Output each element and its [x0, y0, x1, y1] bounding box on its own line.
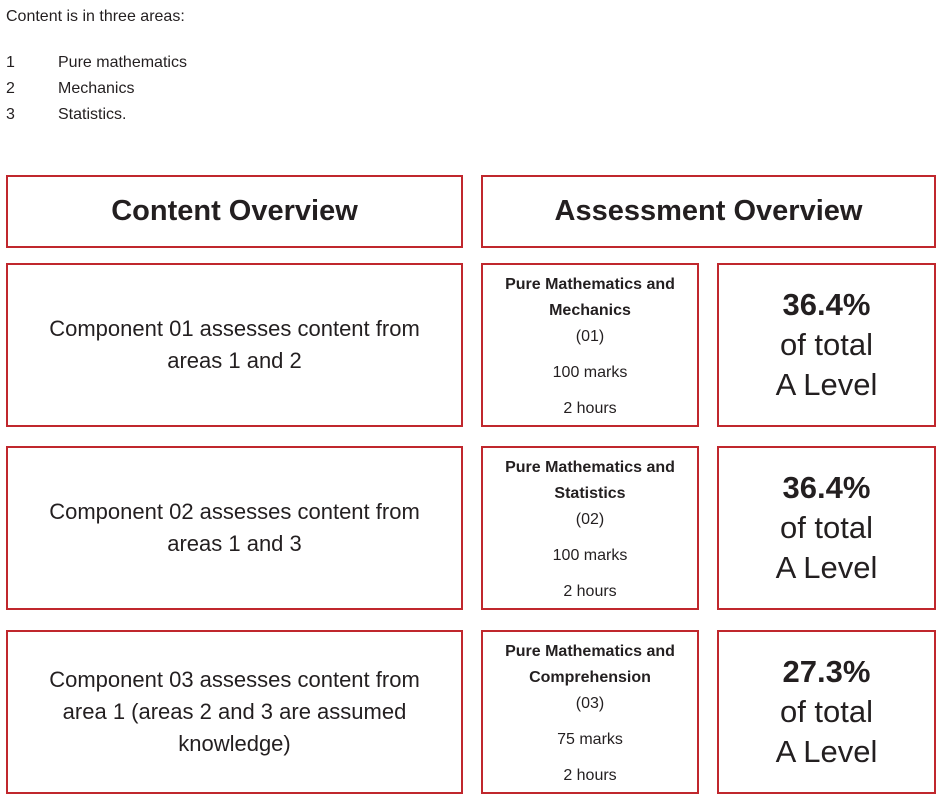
area-label: Mechanics [58, 80, 135, 97]
weighting-percent: 27.3% [782, 654, 871, 689]
weighting-text-line3: A Level [775, 734, 878, 769]
weighting-text-line2: of total [779, 327, 874, 362]
intro-section [6, 4, 187, 128]
weighting-text-line3: A Level [775, 550, 878, 585]
paper-title-line1: Pure Mathematics and [505, 276, 675, 293]
weighting-text-line2: of total [779, 510, 874, 545]
paper-code: (01) [575, 328, 605, 345]
paper-code: (03) [575, 695, 605, 712]
area-number: 3 [6, 106, 15, 123]
component-content-box [6, 263, 463, 427]
area-number: 1 [6, 54, 15, 71]
paper-title-line1: Pure Mathematics and [505, 459, 675, 476]
weighting-text-line3: A Level [775, 367, 878, 402]
paper-duration: 2 hours [563, 400, 617, 417]
paper-title-line2: Comprehension [529, 669, 651, 686]
paper-details-box [481, 630, 699, 794]
paper-duration: 2 hours [563, 767, 617, 784]
component-content-box [6, 446, 463, 610]
area-label: Statistics. [58, 106, 127, 123]
content-overview-heading: Content Overview [6, 175, 463, 248]
weighting-percent: 36.4% [782, 470, 871, 505]
area-label: Pure mathematics [58, 54, 187, 71]
component-content-text: Component 02 assesses content from areas 1 and 3 [49, 499, 420, 556]
paper-marks: 75 marks [557, 731, 623, 748]
area-list-item [6, 50, 187, 76]
weighting-box [717, 630, 936, 794]
paper-details-box [481, 446, 699, 610]
component-content-text: Component 01 assesses content from areas 1 and 2 [49, 316, 420, 373]
assessment-overview-heading: Assessment Overview [481, 175, 936, 248]
area-number: 2 [6, 80, 15, 97]
paper-title-line2: Statistics [554, 485, 626, 502]
intro-heading: Content is in three areas: [6, 8, 185, 25]
paper-code: (02) [575, 511, 605, 528]
paper-marks: 100 marks [552, 547, 628, 564]
paper-marks: 100 marks [552, 364, 628, 381]
paper-title-line2: Mechanics [549, 302, 631, 319]
paper-title-line1: Pure Mathematics and [505, 643, 675, 660]
component-content-box [6, 630, 463, 794]
area-list-item [6, 102, 187, 128]
weighting-box [717, 446, 936, 610]
weighting-text-line2: of total [779, 694, 874, 729]
area-list-item [6, 76, 187, 102]
weighting-percent: 36.4% [782, 287, 871, 322]
component-content-text: Component 03 assesses content from area 1 (areas 2 and 3 are assumed knowledge) [49, 667, 420, 756]
weighting-box [717, 263, 936, 427]
paper-details-box [481, 263, 699, 427]
paper-duration: 2 hours [563, 583, 617, 600]
